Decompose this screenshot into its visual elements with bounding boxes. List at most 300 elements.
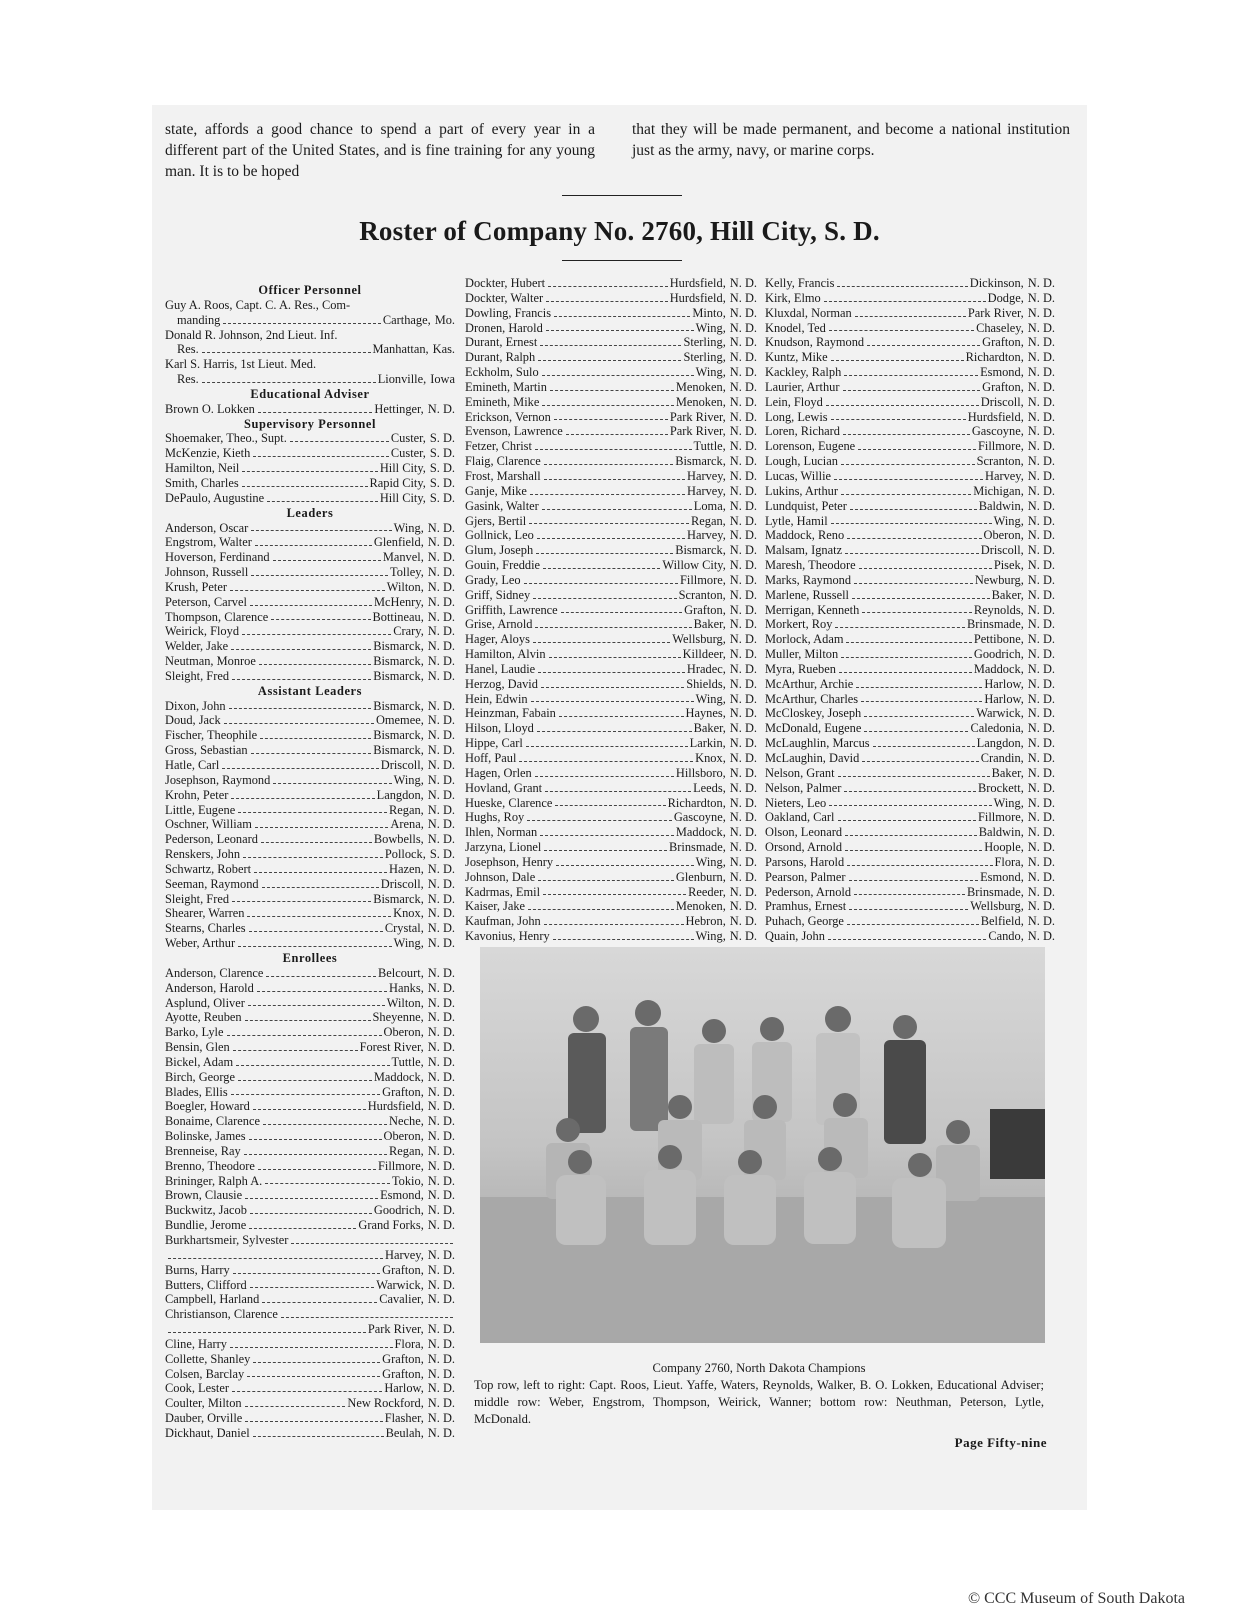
- entry-state: N. D.: [427, 1381, 455, 1396]
- entry-state: N. D.: [427, 1247, 455, 1262]
- entry-name: Erickson, Vernon: [465, 409, 551, 424]
- entry-state: N. D.: [1027, 320, 1055, 335]
- entry-town: New Rockford,: [347, 1396, 424, 1411]
- leader-dots: [831, 410, 966, 421]
- entry-state: N. D.: [427, 520, 455, 535]
- entry-state: N. D.: [1027, 558, 1055, 573]
- roster-entry: [165, 906, 455, 921]
- entry-town: Park River,: [367, 1322, 424, 1337]
- entry-state: N. D.: [1027, 706, 1055, 721]
- roster-column-3: [765, 276, 1055, 944]
- entry-town: Haynes,: [685, 706, 726, 721]
- entry-state: N. D.: [729, 780, 757, 795]
- section-heading: Leaders: [286, 505, 334, 520]
- roster-entry: [165, 1055, 455, 1070]
- section-heading: Enrollees: [282, 950, 338, 965]
- entry-state: N. D.: [1027, 825, 1055, 840]
- copyright-notice: © CCC Museum of South Dakota: [967, 1590, 1185, 1607]
- entry-state: N. D.: [1027, 379, 1055, 394]
- leader-dots: [168, 1248, 383, 1259]
- entry-state: N. D.: [729, 795, 757, 810]
- entry-state: N. D.: [1027, 528, 1055, 543]
- entry-name: Brenno, Theodore: [165, 1158, 255, 1173]
- roster-entry: [165, 966, 455, 981]
- entry-name: Barko, Lyle: [165, 1025, 224, 1040]
- entry-name: Shoemaker, Theo., Supt.: [165, 431, 287, 446]
- entry-town: Dickinson,: [969, 276, 1024, 290]
- entry-state: N. D.: [427, 1411, 455, 1426]
- entry-name: Cline, Harry: [165, 1336, 227, 1351]
- leader-dots: [273, 773, 391, 784]
- entry-town: Arena,: [390, 817, 424, 832]
- leader-dots: [831, 350, 964, 361]
- leader-dots: [242, 476, 368, 487]
- entry-state: N. D.: [1027, 691, 1055, 706]
- entry-name: Johnson, Dale: [465, 869, 536, 884]
- entry-town: Sheyenne,: [372, 1010, 424, 1025]
- roster-entry: [765, 276, 1055, 291]
- entry-state: N. D.: [729, 825, 757, 840]
- roster-entry: [165, 877, 455, 892]
- entry-state: N. D.: [729, 483, 757, 498]
- leader-dots: [846, 632, 971, 643]
- leader-dots: [559, 706, 684, 717]
- entry-state: N. D.: [729, 335, 757, 350]
- entry-name: Lucas, Willie: [765, 468, 832, 483]
- entry-name: Schwartz, Robert: [165, 861, 252, 876]
- entry-name: Gross, Sebastian: [165, 743, 248, 758]
- leader-dots: [546, 291, 668, 302]
- roster-entry: [165, 535, 455, 550]
- entry-name: Kaufman, John: [465, 914, 541, 929]
- entry-town: Regan,: [691, 513, 726, 528]
- entry-town: Custer,: [390, 431, 426, 446]
- entry-state: S. D.: [429, 475, 455, 490]
- entry-name: Campbell, Harland: [165, 1292, 260, 1307]
- entry-name: Dauber, Orville: [165, 1411, 243, 1426]
- entry-town: Hurdsfield,: [367, 1099, 424, 1114]
- intro-paragraph-right: that they will be made permanent, and become a national institution just as the army, navy, or marine corps.: [632, 121, 1070, 159]
- leader-dots: [233, 1263, 380, 1274]
- roster-entry: [765, 677, 1055, 692]
- entry-name: Doud, Jack: [165, 713, 221, 728]
- entry-name: Lorenson, Eugene: [765, 439, 856, 454]
- entry-town: Glenfield,: [373, 535, 424, 550]
- leader-dots: [260, 728, 371, 739]
- entry-town: McHenry,: [374, 594, 424, 609]
- entry-state: N. D.: [1027, 439, 1055, 454]
- entry-state: N. D.: [729, 409, 757, 424]
- roster-entry: [465, 825, 757, 840]
- entry-name: Dickhaut, Daniel: [165, 1425, 250, 1440]
- leader-dots: [251, 521, 391, 532]
- entry-town: Baldwin,: [978, 498, 1024, 513]
- roster-entry: [465, 276, 757, 291]
- roster-line: Donald R. Johnson, 2nd Lieut. Inf.: [165, 327, 338, 342]
- entry-town: Baldwin,: [978, 825, 1024, 840]
- leader-dots: [847, 855, 992, 866]
- roster-entry: [465, 603, 757, 618]
- entry-town: Caledonia,: [970, 721, 1024, 736]
- entry-state: N. D.: [1027, 914, 1055, 929]
- entry-town: Grafton,: [382, 1366, 424, 1381]
- entry-town: Harvey,: [687, 468, 726, 483]
- leader-dots: [245, 1411, 382, 1422]
- entry-state: N. D.: [427, 980, 455, 995]
- entry-state: S. D.: [429, 461, 455, 476]
- entry-state: N. D.: [427, 1262, 455, 1277]
- roster-entry: [165, 1337, 455, 1352]
- entry-town: Shields,: [686, 676, 726, 691]
- roster-entry: [465, 335, 757, 350]
- entry-town: Rapid City,: [369, 475, 426, 490]
- entry-name: Eckholm, Sulo: [465, 365, 539, 380]
- leader-dots: [538, 870, 674, 881]
- roster-entry: [165, 342, 455, 357]
- entry-town: Park River,: [967, 305, 1024, 320]
- entry-town: Warwick,: [376, 1277, 424, 1292]
- entry-state: N. D.: [427, 832, 455, 847]
- roster-entry: [765, 692, 1055, 707]
- entry-name: Bundlie, Jerome: [165, 1218, 247, 1233]
- roster-entry: [165, 654, 455, 669]
- entry-name: Grise, Arnold: [465, 617, 533, 632]
- entry-town: Brinsmade,: [967, 617, 1024, 632]
- entry-name: Asplund, Oliver: [165, 995, 245, 1010]
- entry-state: N. D.: [1027, 676, 1055, 691]
- leader-dots: [273, 550, 381, 561]
- leader-dots: [555, 796, 665, 807]
- entry-name: Hovland, Grant: [465, 780, 543, 795]
- roster-entry: [465, 424, 757, 439]
- leader-dots: [858, 439, 976, 450]
- entry-name: Oakland, Carl: [765, 810, 835, 825]
- entry-name: Ganje, Mike: [465, 483, 527, 498]
- entry-name: Lough, Lucian: [765, 454, 838, 469]
- leader-dots: [841, 647, 972, 658]
- roster-entry: [765, 365, 1055, 380]
- entry-state: N. D.: [729, 884, 757, 899]
- roster-entry: [165, 1322, 455, 1337]
- section-heading: Educational Adviser: [250, 386, 370, 401]
- entry-town: Larkin,: [689, 736, 726, 751]
- entry-name: Dixon, John: [165, 698, 226, 713]
- entry-town: Goodrich,: [973, 647, 1024, 662]
- leader-dots: [244, 1144, 387, 1155]
- entry-town: Sterling,: [683, 350, 726, 365]
- leader-dots: [839, 662, 972, 673]
- entry-state: N. D.: [1027, 587, 1055, 602]
- leader-dots: [232, 1381, 382, 1392]
- leader-dots: [232, 892, 371, 903]
- entry-town: Pisek,: [993, 558, 1024, 573]
- entry-name: Kelly, Francis: [765, 276, 835, 290]
- entry-town: Tuttle,: [391, 1054, 424, 1069]
- leader-dots: [852, 588, 990, 599]
- entry-town: Bismarck,: [675, 543, 726, 558]
- entry-name: Myra, Rueben: [765, 661, 836, 676]
- entry-town: Crystal,: [384, 921, 424, 936]
- leader-dots: [873, 736, 975, 747]
- entry-town: Crandin,: [980, 751, 1024, 765]
- roster-entry: [165, 773, 455, 788]
- entry-state: N. D.: [729, 454, 757, 469]
- roster-entry: [165, 1099, 455, 1114]
- leader-dots: [230, 1337, 393, 1348]
- roster-entry: [165, 402, 455, 417]
- entry-name: Maddock, Reno: [765, 528, 845, 543]
- leader-dots: [535, 617, 691, 628]
- entry-state: N. D.: [427, 609, 455, 624]
- document-page: [152, 105, 1087, 1510]
- entry-name: Hagen, Orlen: [465, 765, 532, 780]
- roster-entry: [165, 981, 455, 996]
- roster-entry: [765, 810, 1055, 825]
- entry-state: N. D.: [427, 401, 455, 416]
- entry-state: N. D.: [427, 1040, 455, 1055]
- entry-name: McKenzie, Kieth: [165, 446, 251, 461]
- leader-dots: [230, 580, 385, 591]
- entry-state: N. D.: [427, 906, 455, 921]
- leader-dots: [824, 291, 986, 302]
- entry-state: N. D.: [729, 379, 757, 394]
- entry-name: Buckwitz, Jacob: [165, 1203, 247, 1218]
- entry-town: Harlow,: [984, 691, 1024, 706]
- entry-town: Wing,: [393, 936, 424, 951]
- entry-name: Quain, John: [765, 929, 825, 944]
- leader-dots: [843, 424, 970, 435]
- entry-name: Flaig, Clarence: [465, 454, 541, 469]
- entry-name: Renskers, John: [165, 847, 241, 862]
- entry-name: Sleight, Fred: [165, 668, 230, 683]
- entry-state: N. D.: [729, 751, 757, 765]
- entry-state: N. D.: [729, 676, 757, 691]
- leader-dots: [845, 840, 982, 851]
- entry-town: Newburg,: [974, 572, 1024, 587]
- leader-dots: [250, 1203, 372, 1214]
- entry-town: Bowbells,: [373, 832, 424, 847]
- roster-entry: [765, 380, 1055, 395]
- entry-name: Kluxdal, Norman: [765, 305, 852, 320]
- roster-entry: [165, 699, 455, 714]
- entry-name: Sleight, Fred: [165, 891, 230, 906]
- entry-town: Chaseley,: [976, 320, 1024, 335]
- entry-town: Driscoll,: [380, 758, 424, 772]
- roster-entry: [165, 446, 455, 461]
- leader-dots: [255, 817, 389, 828]
- roster-entry: [165, 610, 455, 625]
- leader-dots: [849, 870, 979, 881]
- leader-dots: [265, 1174, 390, 1185]
- leader-dots: [519, 751, 693, 762]
- entry-state: N. D.: [427, 1069, 455, 1084]
- roster-entry: [165, 1411, 455, 1426]
- roster-entry: [165, 996, 455, 1011]
- entry-town: Brinsmade,: [967, 884, 1024, 899]
- entry-town: Grafton,: [382, 1084, 424, 1099]
- entry-town: Manhattan,: [372, 342, 429, 357]
- entry-name: Hippe, Carl: [465, 736, 523, 751]
- entry-state: N. D.: [1027, 617, 1055, 632]
- entry-state: N. D.: [427, 1188, 455, 1203]
- entry-town: Hettinger,: [374, 401, 424, 416]
- entry-state: N. D.: [1027, 751, 1055, 765]
- entry-town: Harvey,: [687, 528, 726, 543]
- entry-town: Hill City,: [379, 461, 426, 476]
- entry-town: Manvel,: [382, 550, 424, 565]
- entry-state: N. D.: [427, 565, 455, 580]
- entry-state: N. D.: [729, 899, 757, 914]
- entry-name: Long, Lewis: [765, 409, 828, 424]
- leader-dots: [281, 1307, 453, 1318]
- roster-entry: [465, 543, 757, 558]
- entry-name: Pearson, Palmer: [765, 869, 846, 884]
- leader-dots: [867, 335, 980, 346]
- roster-entry: [165, 803, 455, 818]
- entry-town: Knox,: [393, 906, 424, 921]
- entry-town: Richardton,: [965, 350, 1024, 365]
- entry-town: Bismarck,: [373, 639, 424, 654]
- entry-state: N. D.: [427, 1173, 455, 1188]
- roster-entry: [165, 431, 455, 446]
- roster-entry: [465, 306, 757, 321]
- entry-name: Muller, Milton: [765, 647, 839, 662]
- entry-state: N. D.: [427, 965, 455, 980]
- entry-town: Menoken,: [675, 379, 726, 394]
- photo-caption-title: Company 2760, North Dakota Champions: [652, 1361, 866, 1375]
- entry-state: N. D.: [729, 587, 757, 602]
- leader-dots: [537, 528, 685, 539]
- entry-name: Stearns, Charles: [165, 921, 246, 936]
- leader-dots: [535, 439, 692, 450]
- leader-dots: [243, 847, 383, 858]
- roster-entry: [765, 736, 1055, 751]
- entry-name: Hoff, Paul: [465, 751, 517, 765]
- entry-town: Knox,: [695, 751, 726, 765]
- entry-name: McLaughlin, Marcus: [765, 736, 870, 751]
- entry-state: N. D.: [427, 861, 455, 876]
- entry-name: McCloskey, Joseph: [765, 706, 862, 721]
- leader-dots: [841, 454, 975, 465]
- leader-dots: [542, 395, 674, 406]
- entry-state: N. D.: [427, 758, 455, 772]
- roster-entry: [165, 758, 455, 773]
- entry-name: McArthur, Archie: [765, 676, 854, 691]
- leader-dots: [242, 461, 378, 472]
- roster-entry: [765, 870, 1055, 885]
- entry-name: Brown O. Lokken: [165, 401, 255, 416]
- entry-state: N. D.: [427, 921, 455, 936]
- roster-entry: [765, 588, 1055, 603]
- entry-town: Tuttle,: [693, 439, 726, 454]
- entry-town: Harvey,: [687, 483, 726, 498]
- entry-state: N. D.: [427, 1351, 455, 1366]
- roster-entry: [765, 350, 1055, 365]
- section-heading: Supervisory Personnel: [243, 416, 377, 431]
- entry-town: Hebron,: [685, 914, 726, 929]
- roster-entry: [465, 885, 757, 900]
- entry-state: N. D.: [1027, 335, 1055, 350]
- entry-state: N. D.: [729, 468, 757, 483]
- entry-state: N. D.: [427, 639, 455, 654]
- roster-entry: [465, 617, 757, 632]
- leader-dots: [245, 1188, 378, 1199]
- entry-state: N. D.: [729, 647, 757, 662]
- leader-dots: [530, 484, 685, 495]
- roster-entry: [465, 736, 757, 751]
- entry-state: N. D.: [1027, 483, 1055, 498]
- entry-town: Bismarck,: [373, 698, 424, 713]
- leader-dots: [826, 395, 979, 406]
- entry-name: Maresh, Theodore: [765, 558, 856, 573]
- entry-state: N. D.: [1027, 795, 1055, 810]
- roster-entry: [465, 899, 757, 914]
- entry-state: N. D.: [1027, 498, 1055, 513]
- leader-dots: [829, 321, 974, 332]
- entry-name: Krush, Peter: [165, 579, 227, 594]
- entry-state: N. D.: [1027, 647, 1055, 662]
- entry-name: McArthur, Charles: [765, 691, 859, 706]
- leader-dots: [232, 669, 371, 680]
- roster-entry: [465, 662, 757, 677]
- entry-state: N. D.: [1027, 543, 1055, 558]
- entry-name: Krohn, Peter: [165, 787, 229, 802]
- entry-name: Butters, Clifford: [165, 1277, 247, 1292]
- entry-name: Blades, Ellis: [165, 1084, 228, 1099]
- leader-dots: [261, 832, 372, 843]
- leader-dots: [253, 1426, 384, 1437]
- entry-name: Colsen, Barclay: [165, 1366, 245, 1381]
- roster-entry: [465, 840, 757, 855]
- divider-top: [562, 195, 682, 196]
- entry-name: Griff, Sidney: [465, 587, 531, 602]
- roster-entry: [465, 692, 757, 707]
- roster-entry: [165, 788, 455, 803]
- entry-town: Richardton,: [667, 795, 726, 810]
- leader-dots: [536, 543, 673, 554]
- leader-dots: [247, 1367, 380, 1378]
- entry-name: Shearer, Warren: [165, 906, 245, 921]
- roster-entry: [765, 632, 1055, 647]
- leader-dots: [862, 603, 972, 614]
- entry-name: Ayotte, Reuben: [165, 1010, 242, 1025]
- entry-name: Hilson, Lloyd: [465, 721, 534, 736]
- entry-name: Marks, Raymond: [765, 572, 852, 587]
- entry-state: S. D.: [429, 431, 455, 446]
- leader-dots: [535, 766, 674, 777]
- entry-name: Collette, Shanley: [165, 1351, 251, 1366]
- entry-name: Seeman, Raymond: [165, 876, 259, 891]
- roster-entry: [465, 781, 757, 796]
- entry-state: N. D.: [427, 1292, 455, 1307]
- entry-town: Bismarck,: [373, 654, 424, 669]
- entry-town: Baker,: [693, 617, 726, 632]
- entry-name: Cook, Lester: [165, 1381, 230, 1396]
- roster-entry: [465, 632, 757, 647]
- entry-town: Esmond,: [980, 365, 1024, 380]
- roster-entry: [165, 1203, 455, 1218]
- leader-dots: [561, 603, 682, 614]
- intro-paragraph-left: state, affords a good chance to spend a part of every year in a different part of the United States, and is fine training for any young man. It is to be hoped: [165, 121, 595, 180]
- entry-name: Pederson, Arnold: [765, 884, 852, 899]
- entry-state: N. D.: [1027, 765, 1055, 780]
- leader-dots: [168, 1322, 366, 1333]
- entry-state: N. D.: [427, 1025, 455, 1040]
- roster-entry: [165, 1292, 455, 1307]
- roster-entry: [165, 669, 455, 684]
- entry-name: Hamilton, Neil: [165, 461, 240, 476]
- entry-name: Ihlen, Norman: [465, 825, 538, 840]
